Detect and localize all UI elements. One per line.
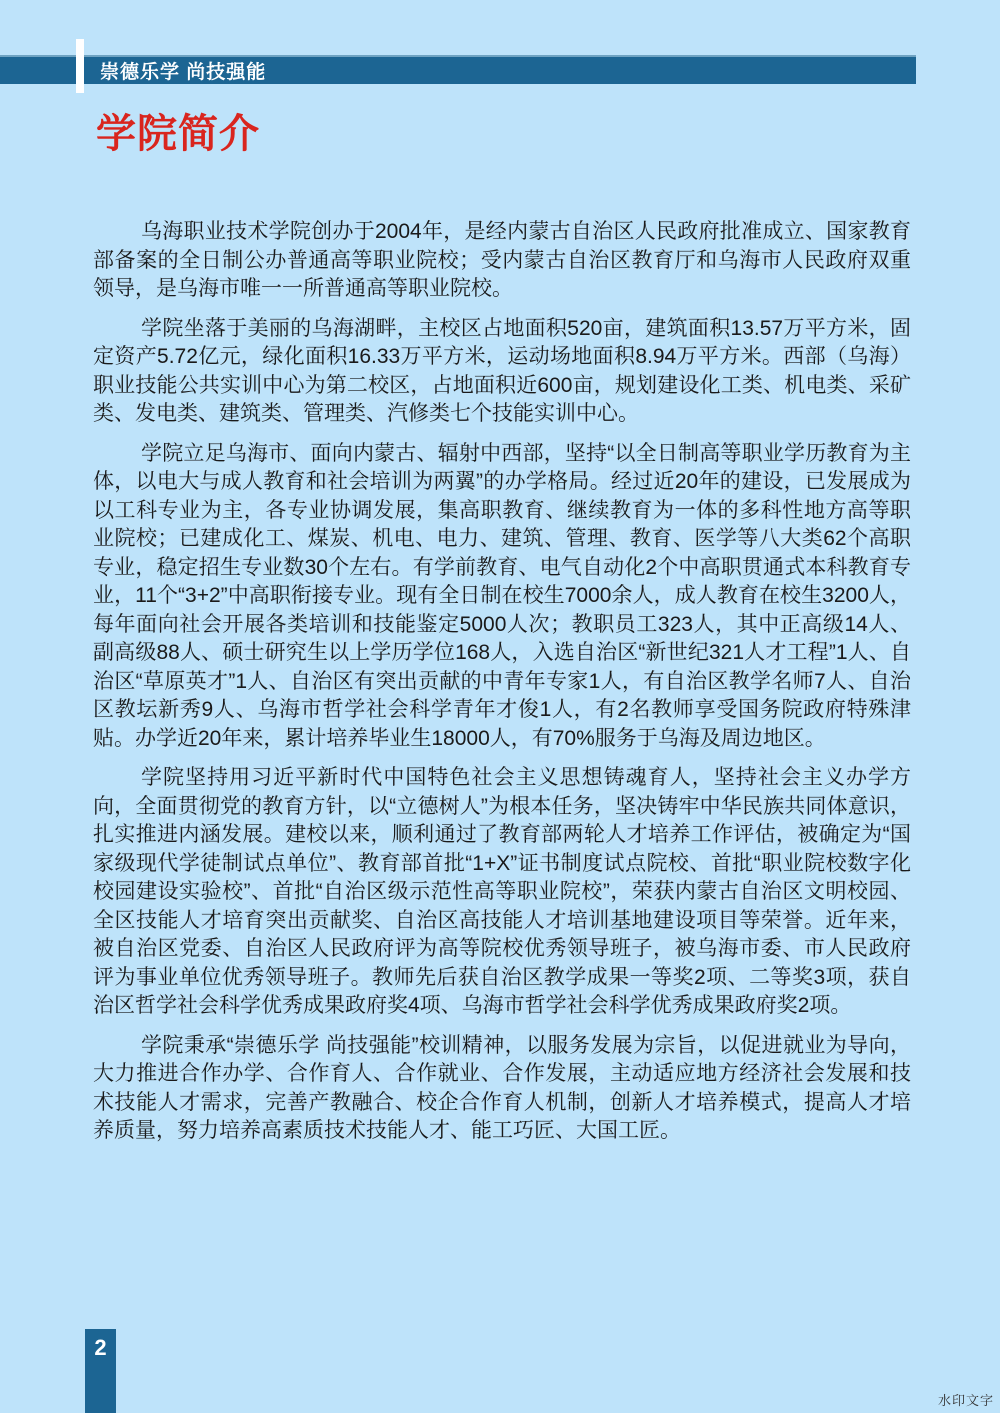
header-accent-bar [76,39,84,93]
page-number-tab [85,1329,116,1413]
body-paragraph: 学院秉承“崇德乐学 尚技强能”校训精神，以服务发展为宗旨，以促进就业为导向，大力推进合作办学、合作育人、合作就业、合作发展，主动适应地方经济社会发展和技术技能人才需求，完善产教融合、校企合作育人机制，创新人才培养模式，提高人才培养质量，努力培养高素质技术技能人才、能工巧匠、大国工匠。 [93,1033,911,1142]
school-motto: 崇德乐学 尚技强能 [100,62,267,83]
body-paragraph: 乌海职业技术学院创办于2004年，是经内蒙古自治区人民政府批准成立、国家教育部备案的全日制公办普通高等职业院校；受内蒙古自治区教育厅和乌海市人民政府双重领导，是乌海市唯一一所普通高等职业院校。 [93,220,911,300]
page-number: 2 [94,1335,107,1360]
body-paragraph: 学院坐落于美丽的乌海湖畔，主校区占地面积520亩，建筑面积13.57万平方米，固定资产5.72亿元，绿化面积16.33万平方米，运动场地面积8.94万平方米。西部（乌海）职业技能公共实训中心为第二校区，占地面积近600亩，规划建设化工类、机电类、采矿类、发电类、建筑类、管理类、汽修类七个技能实训中心。 [93,316,911,425]
body-paragraph: 学院坚持用习近平新时代中国特色社会主义思想铸魂育人，坚持社会主义办学方向，全面贯彻党的教育方针，以“立德树人”为根本任务，坚决铸牢中华民族共同体意识，扎实推进内涵发展。建校以来，顺利通过了教育部两轮人才培养工作评估，被确定为“国家级现代学徒制试点单位”、教育部首批“1+X”证书制度试点院校、首批“职业院校数字化校园建设实验校”、首批“自治区级示范性高等职业院校”，荣获内蒙古自治区文明校园、全区技能人才培育突出贡献奖、自治区高技能人才培训基地建设项目等荣誉。近年来，被自治区党委、自治区人民政府评为高等院校优秀领导班子，被乌海市委、市人民政府评为事业单位优秀领导班子。教师先后获自治区教学成果一等奖2项、二等奖3项，获自治区哲学社会科学优秀成果政府奖4项、乌海市哲学社会科学优秀成果政府奖2项。 [93,766,911,1017]
article-body [93,218,911,1157]
header-banner [0,55,916,84]
watermark-text: 水印文字 [937,1393,994,1408]
page-title: 学院简介 [96,112,260,156]
body-paragraph: 学院立足乌海市、面向内蒙古、辐射中西部，坚持“以全日制高等职业学历教育为主体，以电大与成人教育和社会培训为两翼”的办学格局。经过近20年的建设，已发展成为以工科专业为主，各专业协调发展，集高职教育、继续教育为一体的多科性地方高等职业院校；已建成化工、煤炭、机电、电力、建筑、管理、教育、医学等八大类62个高职专业，稳定招生专业数30个左右。有学前教育、电气自动化2个中高职贯通式本科教育专业，11个“3+2”中高职衔接专业。现有全日制在校生7000余人，成人教育在校生3200人，每年面向社会开展各类培训和技能鉴定5000人次；教职员工323人，其中正高级14人、副高级88人、硕士研究生以上学历学位168人，入选自治区“新世纪321人才工程”1人、自治区“草原英才”1人、自治区有突出贡献的中青年专家1人，有自治区教学名师7人、自治区教坛新秀9人、乌海市哲学社会科学青年才俊1人，有2名教师享受国务院政府特殊津贴。办学近20年来，累计培养毕业生18000人，有70%服务于乌海及周边地区。 [93,441,911,750]
